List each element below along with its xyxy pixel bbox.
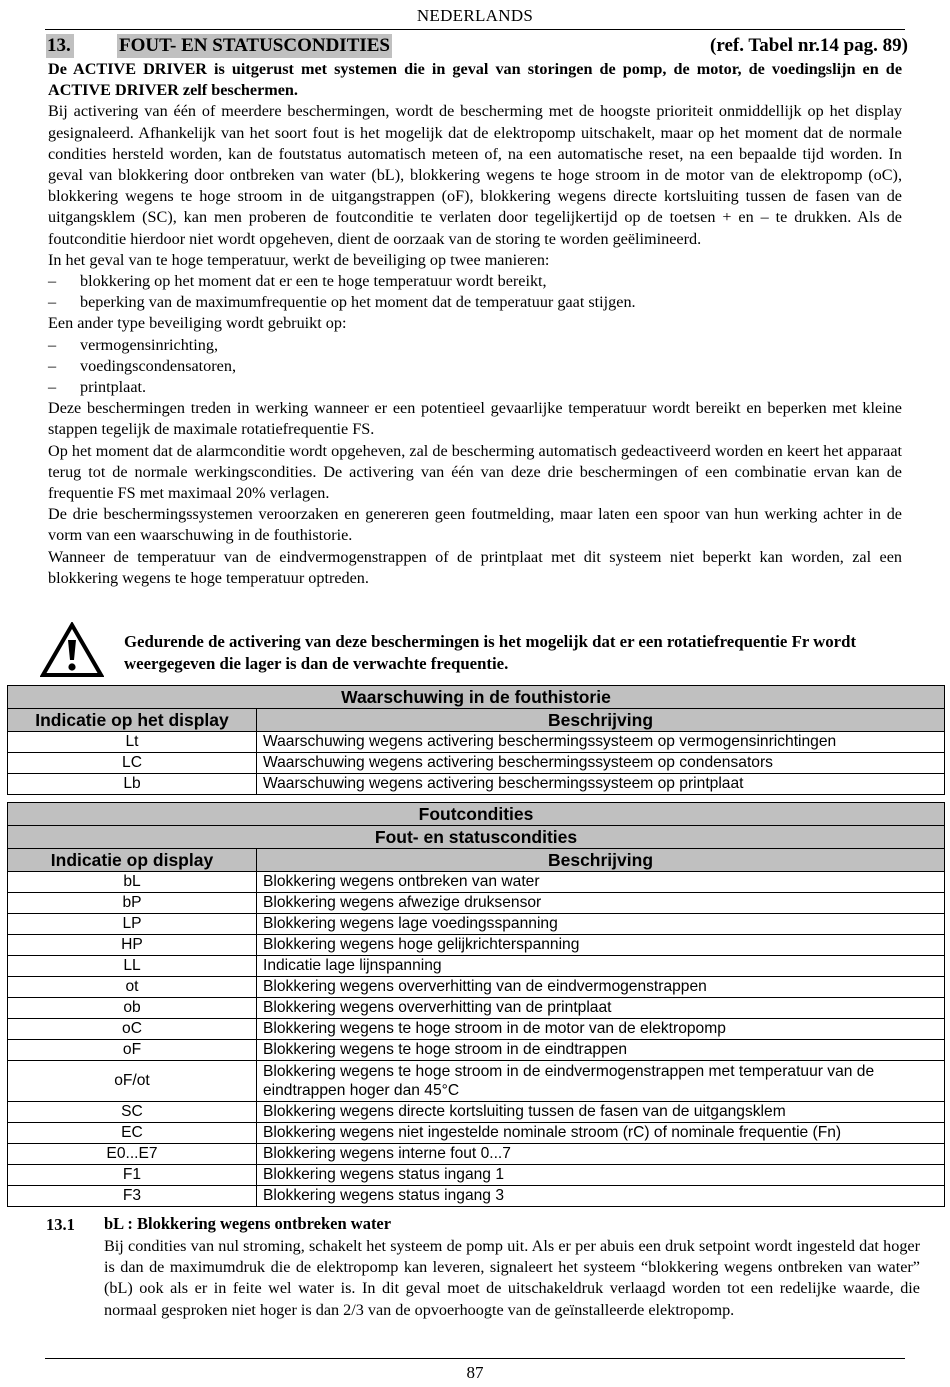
table-row (8, 914, 945, 935)
subsection-body: Bij condities van nul stroming, schakelt het systeem de pomp uit. Als er per abuis een druk setpoint wordt ingesteld dat hoger is dan de maximumdruk die de elektropomp kan leveren, signaleert het systeem “blokkering wegens ontbreken van water” (bL) ook als er in feite wel water is. In dit geval moet de uitschakeldruk verlaagd worden tot een redelijke waarde, die normaal gesproken niet hoger is dan 2/3 van de opvoerhoogte van de geïnstalleerde elektropomp. (104, 1237, 920, 1319)
display-code: oF (8, 1040, 257, 1061)
warning-triangle-icon (40, 622, 104, 678)
warning-text: Gedurende de activering van deze beschermingen is het mogelijk dat er een rotatiefrequentie Fr wordt weergegeven die lager is dan de verwachte frequentie. (124, 632, 857, 673)
display-code: LP (8, 914, 257, 935)
code-description: Blokkering wegens oververhitting van de eindvermogenstrappen (257, 977, 945, 998)
code-description: Waarschuwing wegens activering beschermingssysteem op vermogensinrichtingen (257, 732, 945, 753)
list-item-text: vermogensinrichting, (80, 335, 219, 354)
list-dash: – (48, 378, 57, 397)
header-language: NEDERLANDS (416, 6, 534, 25)
section-heading (46, 34, 908, 58)
table-row (8, 732, 945, 753)
column-header-indication: Indicatie op het display (8, 709, 257, 732)
table-row (8, 956, 945, 977)
subsection-number: 13.1 (46, 1215, 75, 1234)
column-header-description: Beschrijving (257, 849, 945, 872)
intro-paragraph: De ACTIVE DRIVER is uitgerust met systemen die in geval van storingen de pomp, de motor, de voedingslijn en de ACTIVE DRIVER zelf beschermen. (48, 60, 902, 100)
section-number: 13. (46, 34, 74, 58)
display-code: bL (8, 872, 257, 893)
table-row (8, 1061, 945, 1102)
section-body (48, 59, 902, 589)
display-code: E0...E7 (8, 1144, 257, 1165)
history-warning-table (7, 685, 945, 795)
footer-divider (45, 1358, 905, 1359)
page-number: 87 (466, 1363, 484, 1382)
list-item (48, 271, 902, 292)
code-description: Blokkering wegens hoge gelijkrichterspanning (257, 935, 945, 956)
code-description: Blokkering wegens status ingang 3 (257, 1186, 945, 1207)
warning-note (40, 622, 910, 678)
code-description: Blokkering wegens te hoge stroom in de eindtrappen (257, 1040, 945, 1061)
code-description: Blokkering wegens te hoge stroom in de eindvermogenstrappen met temperatuur van de eindtrappen hoger dan 45°C (257, 1061, 945, 1102)
column-header-description: Beschrijving (257, 709, 945, 732)
display-code: Lb (8, 774, 257, 795)
list-item-text: printplaat. (80, 378, 147, 397)
paragraph-overtemperature: Wanneer de temperatuur van de eindvermogenstrappen of de printplaat met dit systeem niet beperkt kan worden, zal een blokkering wegens te hoge temperatuur optreden. (48, 547, 902, 587)
display-code: LC (8, 753, 257, 774)
list-item-text: blokkering op het moment dat er een te hoge temperatuur wordt bereikt, (80, 272, 547, 291)
table-row (8, 977, 945, 998)
fault-conditions-table (7, 802, 945, 1207)
code-description: Blokkering wegens directe kortsluiting tussen de fasen van de uitgangsklem (257, 1102, 945, 1123)
display-code: F1 (8, 1165, 257, 1186)
code-description: Waarschuwing wegens activering beschermingssysteem op printplaat (257, 774, 945, 795)
display-code: ob (8, 998, 257, 1019)
code-description: Blokkering wegens oververhitting van de printplaat (257, 998, 945, 1019)
list-item (48, 377, 902, 398)
table-row (8, 1123, 945, 1144)
display-code: ot (8, 977, 257, 998)
table-row (8, 1165, 945, 1186)
table-row (8, 893, 945, 914)
display-code: Lt (8, 732, 257, 753)
table-row (8, 935, 945, 956)
list-item (48, 292, 902, 313)
display-code: SC (8, 1102, 257, 1123)
subsection-title: bL : Blokkering wegens ontbreken water (104, 1214, 392, 1233)
table-title: Waarschuwing in de fouthistorie (8, 686, 945, 709)
code-description: Blokkering wegens afwezige druksensor (257, 893, 945, 914)
section-title: FOUT- EN STATUSCONDITIES (119, 35, 391, 56)
display-code: HP (8, 935, 257, 956)
display-code: oF/ot (8, 1061, 257, 1102)
display-code: bP (8, 893, 257, 914)
code-description: Blokkering wegens lage voedingsspanning (257, 914, 945, 935)
table-row (8, 1019, 945, 1040)
table-subtitle: Fout- en statuscondities (8, 826, 945, 849)
display-code: oC (8, 1019, 257, 1040)
table-row (8, 998, 945, 1019)
paragraph-temperature: In het geval van te hoge temperatuur, werkt de beveiliging op twee manieren: (48, 250, 550, 269)
code-description: Blokkering wegens te hoge stroom in de motor van de elektropomp (257, 1019, 945, 1040)
list-dash: – (48, 272, 57, 291)
paragraph-activation: Bij activering van één of meerdere beschermingen, wordt de bescherming met de hoogste prioriteit onmiddellijk op het display gesignaleerd. Afhankelijk van het soort fout is het mogelijk dat de elektropomp uitschakelt, maar op het moment dat de normale condities hersteld worden, kan de foutstatus automatisch meteen of, na een automatische reset, na een bepaalde tijd worden. In geval van blokkering door ontbreken van water (bL), blokkering wegens te hoge stroom in de motor van de elektropomp (oC), blokkering wegens te hoge stroom in de uitgangstrappen (oF), blokkering wegens directe kortsluiting tussen de fasen van de uitgangsklem (SC), kan men proberen de foutconditie te verlaten door tegelijkertijd op de toetsen + en – te drukken. Als de foutconditie hierdoor niet wordt opgeheven, dient de oorzaak van de storing te worden geëlimineerd. (48, 102, 902, 248)
display-code: LL (8, 956, 257, 977)
table-row (8, 774, 945, 795)
table-title: Foutcondities (8, 803, 945, 826)
code-description: Blokkering wegens niet ingestelde nominale stroom (rC) of nominale frequentie (Fn) (257, 1123, 945, 1144)
paragraph-history: De drie beschermingssystemen veroorzaken en genereren geen foutmelding, maar laten een spoor van hun werking achter in de vorm van een waarschuwing in de fouthistorie. (48, 505, 902, 545)
list-item-text: voedingscondensatoren, (80, 356, 236, 375)
list-dash: – (48, 356, 57, 375)
header-divider (45, 29, 905, 30)
table-row (8, 1102, 945, 1123)
code-description: Blokkering wegens interne fout 0...7 (257, 1144, 945, 1165)
table-row (8, 872, 945, 893)
list-item-text: beperking van de maximumfrequentie op het moment dat de temperatuur gaat stijgen. (80, 293, 636, 312)
paragraph-alarm-reset: Op het moment dat de alarmconditie wordt opgeheven, zal de bescherming automatisch gedeactiveerd worden en keert het apparaat terug tot de normale werkingscondities. De activering van één van deze drie beschermingen of een combinatie ervan kan de frequentie FS met maximaal 20% verlagen. (48, 441, 902, 503)
paragraph-other-protection: Een ander type beveiliging wordt gebruikt op: (48, 314, 347, 333)
display-code: EC (8, 1123, 257, 1144)
column-header-indication: Indicatie op display (8, 849, 257, 872)
section-reference: (ref. Tabel nr.14 pag. 89) (710, 35, 908, 56)
list-dash: – (48, 335, 57, 354)
code-description: Indicatie lage lijnspanning (257, 956, 945, 977)
list-item (48, 356, 902, 377)
list-item (48, 335, 902, 356)
code-description: Blokkering wegens status ingang 1 (257, 1165, 945, 1186)
table-row (8, 1144, 945, 1165)
table-row (8, 1040, 945, 1061)
paragraph-protections: Deze beschermingen treden in werking wanneer er een potentieel gevaarlijke temperatuur wordt bereikt en beperken met kleine stappen tegelijk de maximale rotatiefrequentie FS. (48, 399, 902, 439)
table-row (8, 1186, 945, 1207)
table-row (8, 753, 945, 774)
code-description: Blokkering wegens ontbreken van water (257, 872, 945, 893)
display-code: F3 (8, 1186, 257, 1207)
code-description: Waarschuwing wegens activering beschermingssysteem op condensators (257, 753, 945, 774)
list-dash: – (48, 293, 57, 312)
